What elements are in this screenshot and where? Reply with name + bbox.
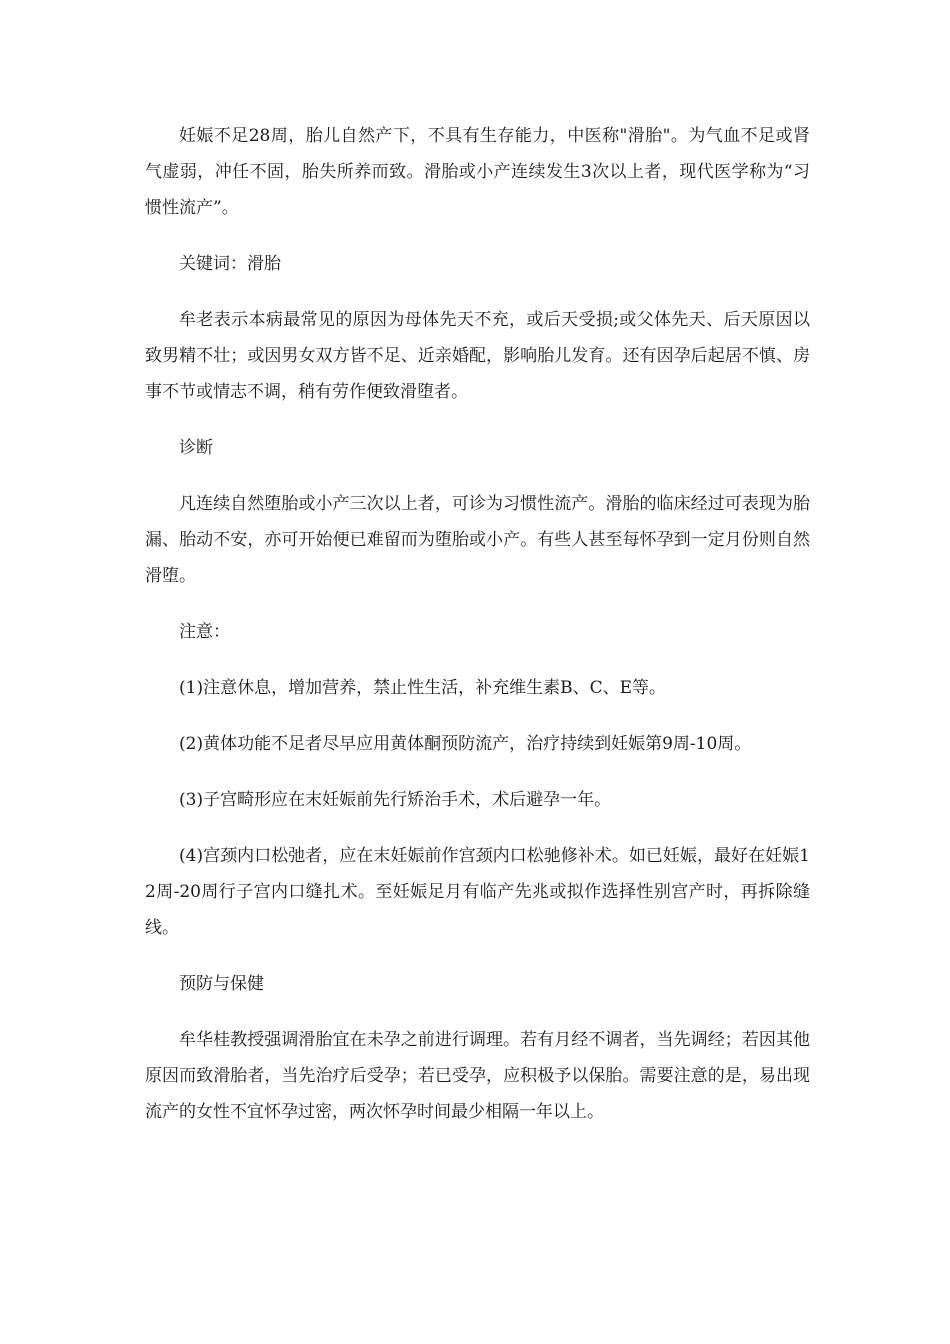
prevention-paragraph: 牟华桂教授强调滑胎宜在未孕之前进行调理。若有月经不调者，当先调经；若因其他原因而致滑胎者，当先治疗后受孕；若已受孕，应积极予以保胎。需要注意的是，易出现流产的女性不宜怀孕过密，两次怀孕时间最少相隔一年以上。 <box>145 1030 810 1122</box>
cause-paragraph: 牟老表示本病最常见的原因为母体先天不充，或后天受损;或父体先天、后天原因以致男精不壮；或因男女双方皆不足、近亲婚配，影响胎儿发育。还有因孕后起居不慎、房事不节或情志不调，稍有劳作便致滑堕者。 <box>145 310 810 402</box>
prevention-heading: 预防与保健 <box>179 974 264 994</box>
diagnosis-paragraph: 凡连续自然堕胎或小产三次以上者，可诊为习惯性流产。滑胎的临床经过可表现为胎漏、胎动不安，亦可开始便已难留而为堕胎或小产。有些人甚至每怀孕到一定月份则自然滑堕。 <box>145 494 810 586</box>
document-page <box>145 118 810 1150</box>
note-item-1: (1)注意休息，增加营养，禁止性生活，补充维生素B、C、E等。 <box>179 678 666 698</box>
note-item-3: (3)子宫畸形应在末妊娠前先行矫治手术，术后避孕一年。 <box>179 790 612 810</box>
intro-paragraph: 妊娠不足28周，胎儿自然产下，不具有生存能力，中医称"滑胎"。为气血不足或肾气虚弱，冲任不固，胎失所养而致。滑胎或小产连续发生3次以上者，现代医学称为“习惯性流产”。 <box>145 126 810 218</box>
notes-heading: 注意： <box>179 622 230 642</box>
note-item-2: (2)黄体功能不足者尽早应用黄体酮预防流产，治疗持续到妊娠第9周-10周。 <box>179 734 752 754</box>
diagnosis-heading: 诊断 <box>179 438 213 458</box>
note-item-4: (4)宫颈内口松弛者，应在末妊娠前作宫颈内口松驰修补术。如已妊娠，最好在妊娠12周-20周行子宫内口缝扎术。至妊娠足月有临产先兆或拟作选择性别宫产时，再拆除缝线。 <box>145 846 810 938</box>
keywords-line: 关键词：滑胎 <box>179 254 281 274</box>
